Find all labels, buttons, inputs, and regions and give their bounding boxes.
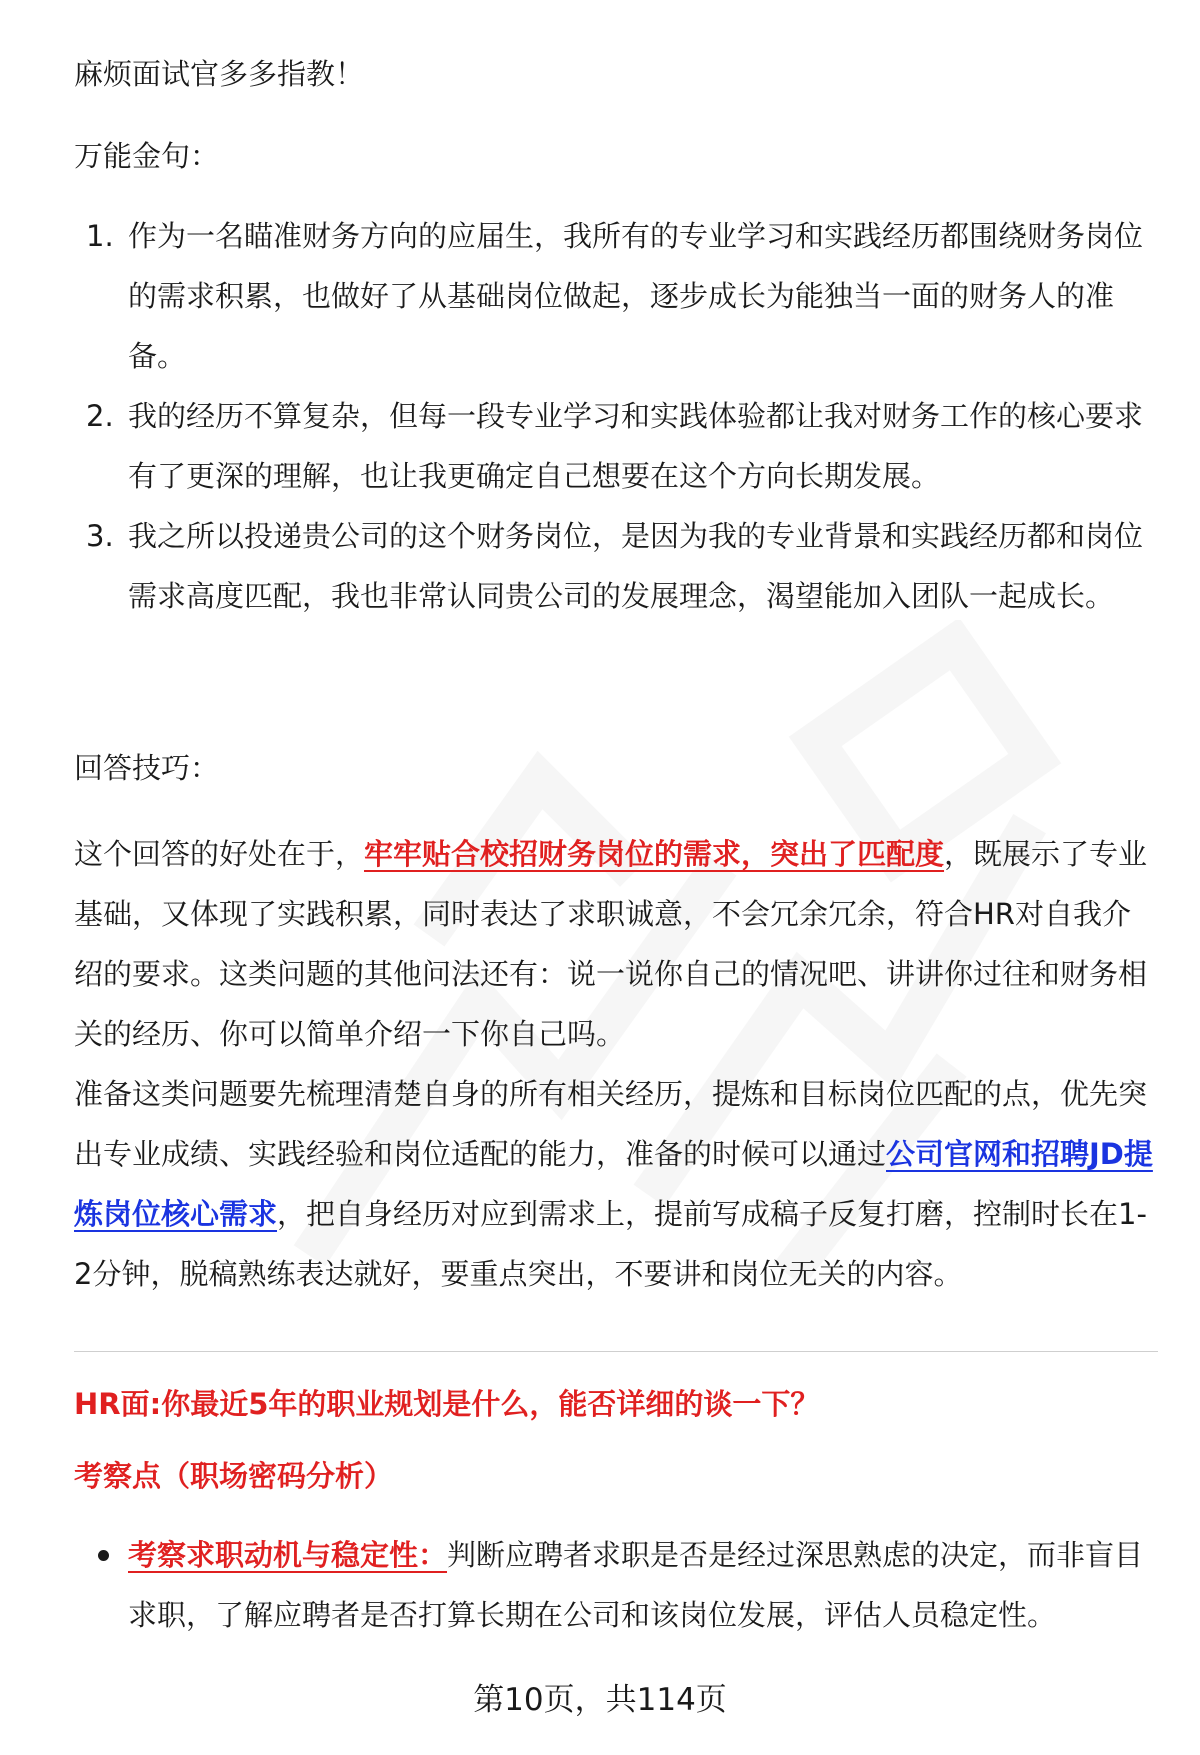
bullet-text: 判断应聘者求职是否是经过深思熟虑的决定，而非盲目求职，了解应聘者是否打算长期在公司和该岗位发展，评估人员稳定性。 xyxy=(128,1538,1144,1632)
page-number: 第10页，共114页 xyxy=(473,1682,727,1718)
list-item-text: 我的经历不算复杂，但每一段专业学习和实践体验都让我对财务工作的核心要求有了更深的理解，也让我更确定自己想要在这个方向长期发展。 xyxy=(128,399,1144,493)
list-item xyxy=(74,206,1158,386)
focus-heading: 考察点（职场密码分析） xyxy=(74,1459,394,1493)
hr-question-heading: HR面:你最近5年的职业规划是什么，能否详细的谈一下？ xyxy=(74,1387,820,1421)
list-item xyxy=(74,1525,1158,1645)
list-item xyxy=(74,506,1158,626)
section-divider xyxy=(74,1351,1158,1352)
list-item-text: 作为一名瞄准财务方向的应届生，我所有的专业学习和实践经历都围绕财务岗位的需求积累，也做好了从基础岗位做起，逐步成长为能独当一面的财务人的准备。 xyxy=(128,219,1144,373)
focus-bullet-list xyxy=(74,1525,1158,1645)
tips-heading: 回答技巧： xyxy=(74,751,220,785)
bullet-label: 考察求职动机与稳定性： xyxy=(128,1538,448,1572)
list-item xyxy=(74,386,1158,506)
bullet-dot-icon xyxy=(98,1550,109,1561)
text-run: 这个回答的好处在于， xyxy=(74,837,365,871)
list-number: 1. xyxy=(86,219,114,253)
list-number: 3. xyxy=(86,519,114,553)
golden-heading: 万能金句： xyxy=(74,139,220,173)
intro-closing-text: 麻烦面试官多多指教！ xyxy=(74,57,365,91)
tips-paragraph-1 xyxy=(74,824,1158,1064)
text-run: 准备这类问题要先梳理清楚自身的所有相关经历，提炼和目标岗位匹配的点，优先突出专业成绩、实践经验和岗位适配的能力，准备的时候可以通过 xyxy=(74,1077,1148,1171)
list-number: 2. xyxy=(86,399,114,433)
tips-paragraph-2 xyxy=(74,1064,1158,1304)
text-run: ，把自身经历对应到需求上，提前写成稿子反复打磨，控制时长在1-2分钟，脱稿熟练表达就好，要重点突出，不要讲和岗位无关的内容。 xyxy=(74,1197,1147,1291)
highlight-red: 牢牢贴合校招财务岗位的需求，突出了匹配度 xyxy=(364,837,945,871)
golden-list xyxy=(74,206,1158,626)
text-run: ，既展示了专业基础，又体现了实践积累，同时表达了求职诚意，不会冗余冗余，符合HR对自我介绍的要求。这类问题的其他问法还有：说一说你自己的情况吧、讲讲你过往和财务相关的经历、你可以简单介绍一下你自己吗。 xyxy=(74,837,1148,1051)
list-item-text: 我之所以投递贵公司的这个财务岗位，是因为我的专业背景和实践经历都和岗位需求高度匹配，我也非常认同贵公司的发展理念，渴望能加入团队一起成长。 xyxy=(128,519,1144,613)
highlight-blue-link[interactable]: 公司官网和招聘JD提炼岗位核心需求 xyxy=(74,1137,1153,1231)
